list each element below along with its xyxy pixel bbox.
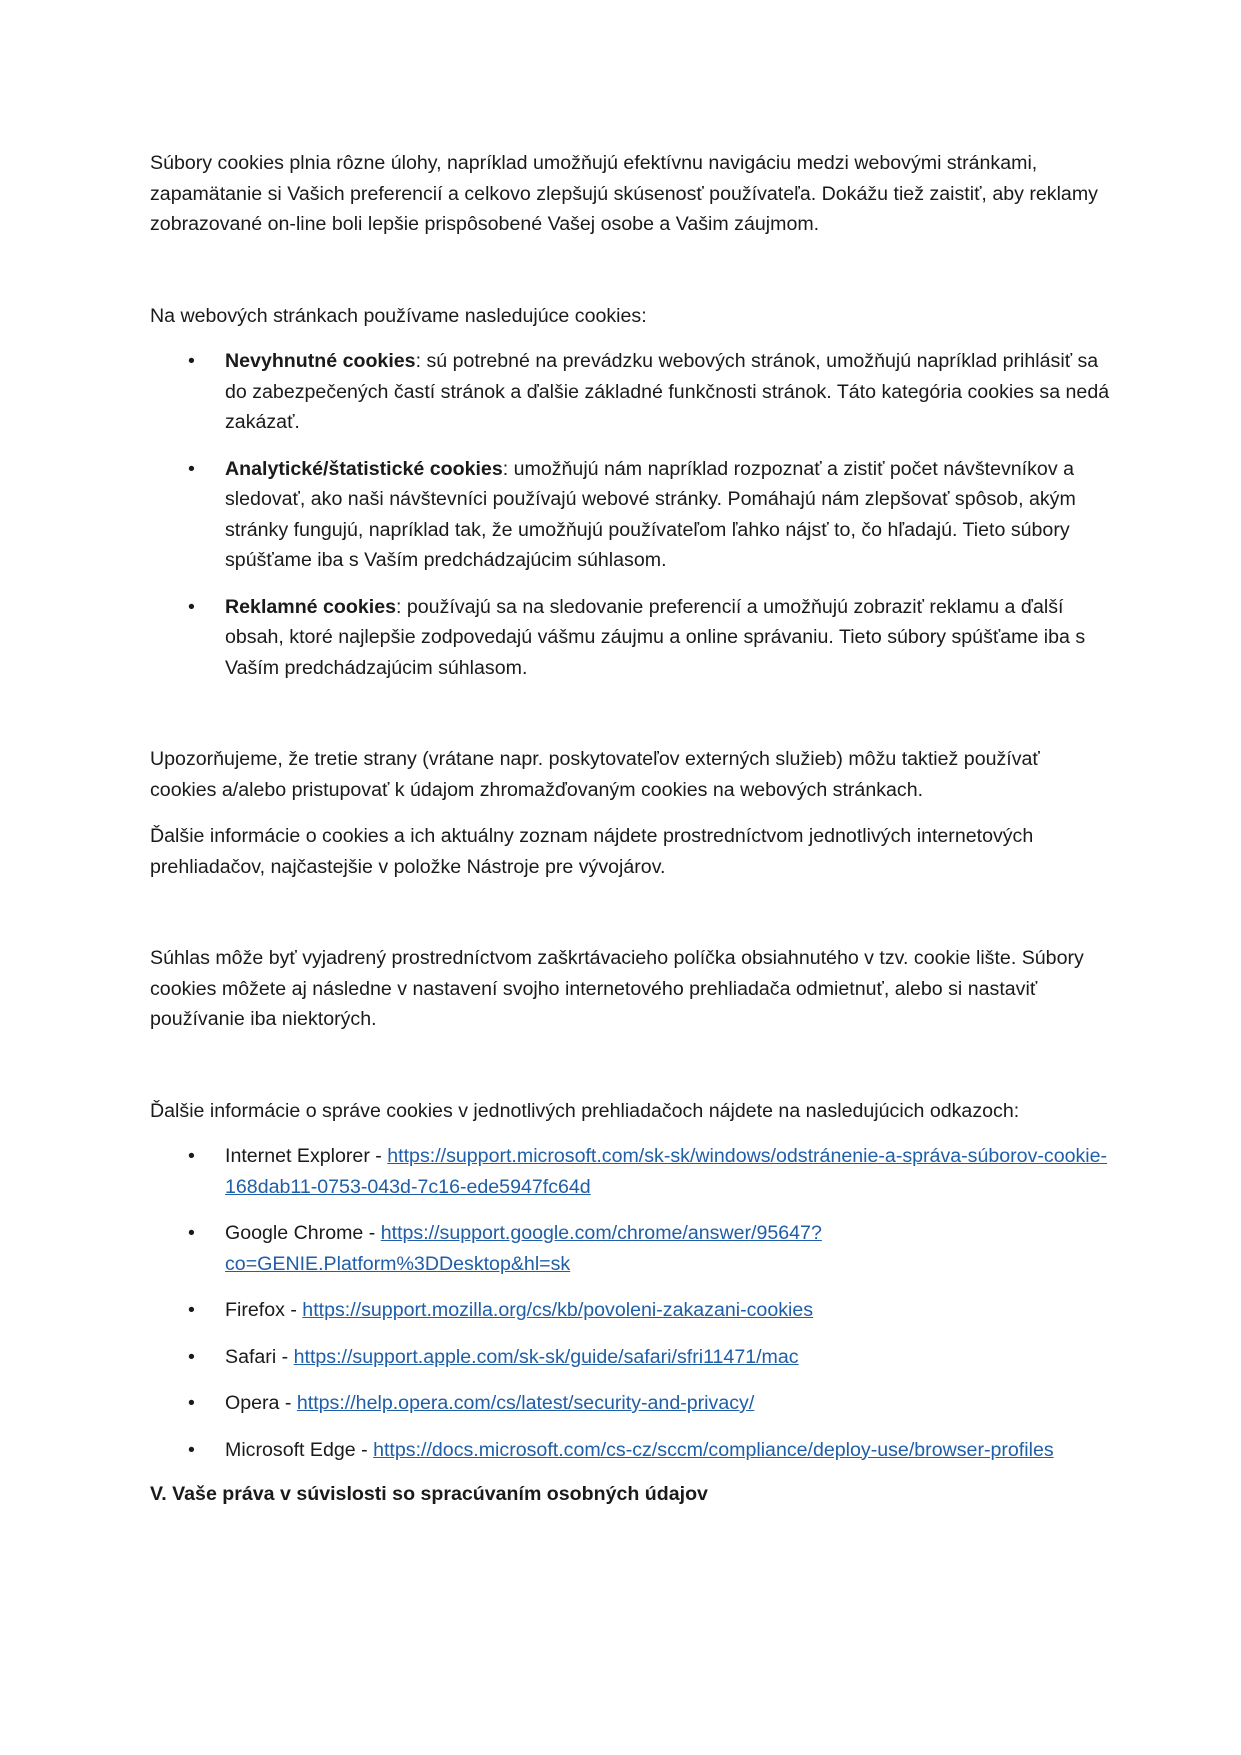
bullet-icon [188, 1218, 195, 1249]
link-safari[interactable]: https://support.apple.com/sk-sk/guide/safari/sfri11471/mac [293, 1345, 799, 1368]
bullet-icon [188, 1388, 195, 1419]
bullet-icon [188, 592, 195, 623]
paragraph-intro: Súbory cookies plnia rôzne úlohy, napríklad umožňujú efektívnu navigáciu medzi webovými stránkami, zapamätanie si Vašich preferencií a celkovo zlepšujú skúsenosť používateľa. Dokážu tiež zaistiť, aby reklamy zobrazované on-line boli lepšie prispôsobené Vašej osobe a Vašim záujmom. [150, 152, 1098, 235]
cookie-types-list [150, 346, 1110, 683]
list-item-browser-link [150, 1342, 1110, 1373]
cookie-type-description: : sú potrebné na prevádzku webových stránok, umožňujú napríklad prihlásiť sa do zabezpečených častí stránok a ďalšie základné funkčnosti stránok. Táto kategória cookies sa nedá zakázať. [225, 350, 1110, 433]
link-microsoft-edge[interactable]: https://docs.microsoft.com/cs-cz/sccm/compliance/deploy-use/browser-profiles [373, 1438, 1054, 1461]
link-internet-explorer[interactable]: https://support.microsoft.com/sk-sk/windows/odstránenie-a-správa-súborov-cookie-168dab11-0753-043d-7c16-ede5947fc64d [225, 1145, 1108, 1198]
paragraph-usage-intro: Na webových stránkach používame nasledujúce cookies: [150, 304, 647, 327]
document-page [150, 148, 1110, 1510]
cookie-type-name: Nevyhnutné cookies [225, 350, 416, 372]
browser-name: Internet Explorer - [225, 1145, 388, 1167]
link-opera[interactable]: https://help.opera.com/cs/latest/security-and-privacy/ [296, 1392, 755, 1414]
list-item-browser-link [150, 1435, 1110, 1466]
section-heading: V. Vaše práva v súvislosti so spracúvaním osobných údajov [150, 1483, 708, 1505]
bullet-icon [188, 1435, 195, 1466]
bullet-icon [188, 346, 195, 377]
paragraph-third-parties: Upozorňujeme, že tretie strany (vrátane napr. poskytovateľov externých služieb) môžu taktiež používať cookies a/alebo pristupovať k údajom zhromažďovaným cookies na webových stránkach. [150, 748, 1040, 801]
list-item-browser-link [150, 1295, 1110, 1326]
browser-name: Google Chrome - [225, 1222, 381, 1244]
list-item-browser-link [150, 1218, 1110, 1279]
list-item-cookie-type [150, 592, 1110, 684]
list-item-browser-link [150, 1388, 1110, 1419]
link-google-chrome[interactable]: https://support.google.com/chrome/answer/95647?co=GENIE.Platform%3DDesktop&hl=sk [225, 1222, 822, 1275]
cookie-type-name: Reklamné cookies [225, 595, 396, 618]
paragraph-links-intro: Ďalšie informácie o správe cookies v jednotlivých prehliadačoch nájdete na nasledujúcich odkazoch: [150, 1099, 1020, 1122]
browser-links-list [150, 1141, 1110, 1465]
cookie-type-description: : používajú sa na sledovanie preferencií a umožňujú zobraziť reklamu a ďalší obsah, ktoré najlepšie zodpovedajú vášmu záujmu a online správaniu. Tieto súbory spúšťame iba s Vaším predchádzajúcim súhlasom. [225, 595, 1086, 679]
paragraph-consent: Súhlas môže byť vyjadrený prostredníctvom zaškrtávacieho políčka obsiahnutého v tzv. cookie lište. Súbory cookies môžete aj následne v nastavení svojho internetového prehliadača odmietnuť, alebo si nastaviť používanie iba niektorých. [150, 947, 1084, 1030]
browser-name: Opera - [225, 1392, 297, 1414]
browser-name: Safari - [225, 1345, 294, 1368]
bullet-icon [188, 1342, 195, 1373]
bullet-icon [188, 1141, 195, 1172]
list-item-cookie-type [150, 346, 1110, 438]
browser-name: Microsoft Edge - [225, 1438, 374, 1461]
list-item-cookie-type [150, 454, 1110, 576]
list-item-browser-link [150, 1141, 1110, 1202]
browser-name: Firefox - [225, 1299, 303, 1321]
cookie-type-name: Analytické/štatistické cookies [225, 457, 503, 480]
bullet-icon [188, 454, 195, 485]
link-firefox[interactable]: https://support.mozilla.org/cs/kb/povoleni-zakazani-cookies [302, 1299, 814, 1321]
cookie-type-description: : umožňujú nám napríklad rozpoznať a zistiť počet návštevníkov a sledovať, ako naši návštevníci používajú webové stránky. Pomáhajú nám zlepšovať spôsob, akým stránky fungujú, napríklad tak, že umožňujú používateľom ľahko nájsť to, čo hľadajú. Tieto súbory spúšťame iba s Vaším predchádzajúcim súhlasom. [225, 457, 1076, 571]
bullet-icon [188, 1295, 195, 1326]
paragraph-more-info: Ďalšie informácie o cookies a ich aktuálny zoznam nájdete prostredníctvom jednotlivých internetových prehliadačov, najčastejšie v položke Nástroje pre vývojárov. [150, 825, 1034, 878]
